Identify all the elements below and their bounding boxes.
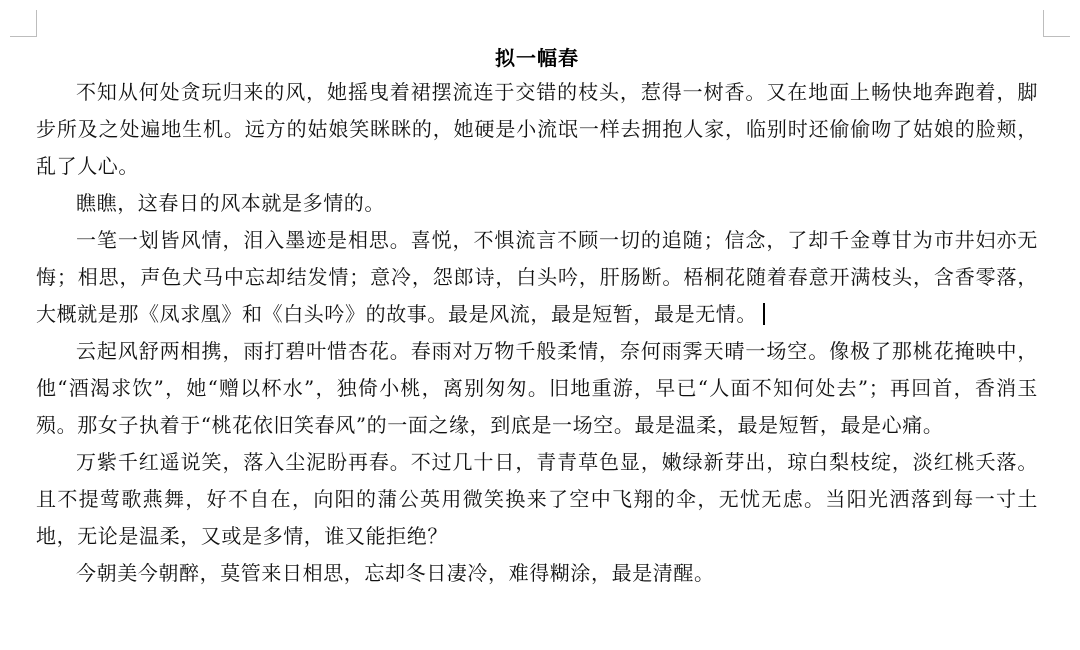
paragraph-4: 云起风舒两相携，雨打碧叶惜杏花。春雨对万物千般柔情，奈何雨霁天晴一场空。像极了那桃花掩映中，他“酒渴求饮”，她“赠以杯水”，独倚小桃，离别匆匆。旧地重游，早已“人面不知何处去”；再回首，香消玉殒。那女子执着于“桃花依旧笑春风”的一面之缘，到底是一场空。最是温柔，最是短暂，最是心痛。 [36,339,1038,437]
document-title: 拟一幅春 [495,46,579,70]
paragraph-5: 万紫千红遥说笑，落入尘泥盼再春。不过几十日，青青草色显，嫩绿新芽出，琼白梨枝绽，淡红桃夭落。且不提莺歌燕舞，好不自在，向阳的蒲公英用微笑换来了空中飞翔的伞，无忧无虑。当阳光洒落到每一寸土地，无论是温柔，又或是多情，谁又能拒绝？ [36,450,1038,548]
text-cursor [763,303,765,325]
document-body[interactable] [36,42,1038,592]
paragraph-6: 今朝美今朝醉，莫管来日相思，忘却冬日凄冷，难得糊涂，最是清醒。 [76,561,715,585]
paragraph-2: 瞧瞧，这春日的风本就是多情的。 [76,191,385,215]
top-right-corner-mark [1043,10,1070,37]
paragraph-1: 不知从何处贪玩归来的风，她摇曳着裙摆流连于交错的枝头，惹得一树香。又在地面上畅快地奔跑着，脚步所及之处遍地生机。远方的姑娘笑眯眯的，她硬是小流氓一样去拥抱人家，临别时还偷偷吻了姑娘的脸颊，乱了人心。 [36,80,1038,178]
top-left-corner-mark [10,10,37,37]
paragraph-3 [36,222,1038,333]
paragraph-3-text: 一笔一划皆风情，泪入墨迹是相思。喜悦，不惧流言不顾一切的追随；信念，了却千金尊甘为市井妇亦无悔；相思，声色犬马中忘却结发情；意冷，怨郎诗，白头吟，肝肠断。梧桐花随着春意开满枝头，含香零落，大概就是那《凤求凰》和《白头吟》的故事。最是风流，最是短暂，最是无情。 [36,228,1038,326]
